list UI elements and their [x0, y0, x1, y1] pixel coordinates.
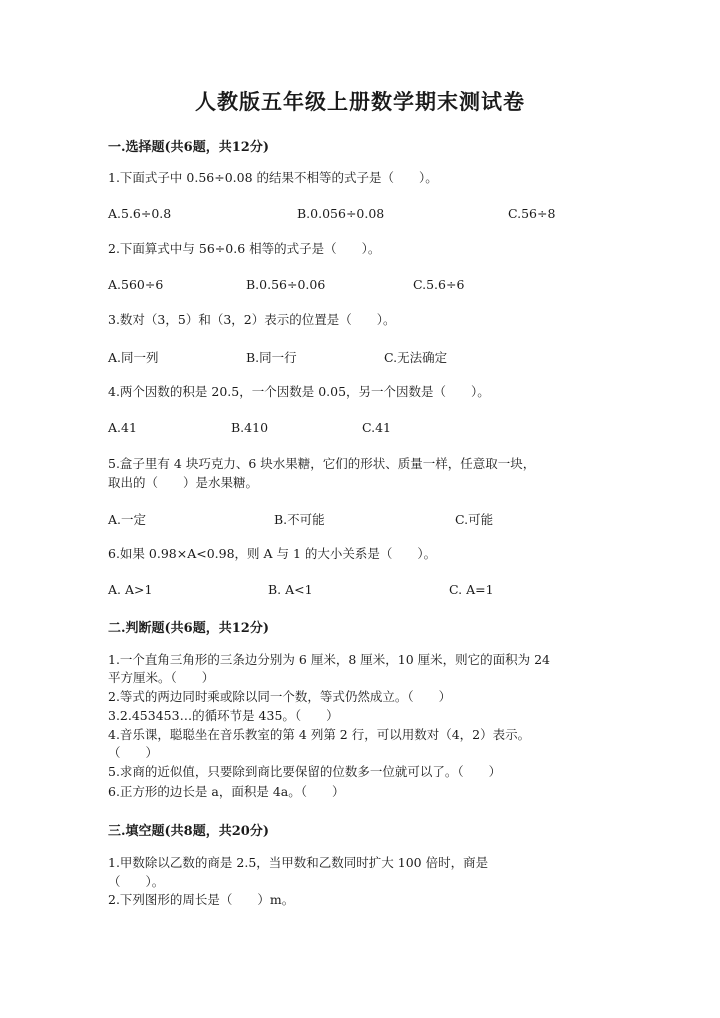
- choice-q1-option-b: B.0.056÷0.08: [297, 206, 385, 221]
- judge-q6: 6.正方形的边长是 a，面积是 4a。（ ）: [108, 784, 345, 799]
- choice-q2-option-c: C.5.6÷6: [413, 277, 465, 292]
- choice-q4-option-a: A.41: [108, 420, 137, 435]
- judge-q4-line2: （ ）: [108, 745, 159, 760]
- choice-q6-option-c: C. A=1: [449, 582, 494, 597]
- section-heading-choice: 一.选择题(共6题，共12分): [108, 140, 269, 155]
- judge-q1-line1: 1.一个直角三角形的三条边分别为 6 厘米，8 厘米，10 厘米，则它的面积为 24: [108, 652, 551, 667]
- choice-q1-option-c: C.56÷8: [508, 206, 556, 221]
- choice-q4-option-b: B.410: [231, 420, 269, 435]
- choice-q6-stem: 6.如果 0.98×A<0.98，则 A 与 1 的大小关系是（ ）。: [108, 546, 437, 561]
- section-heading-judgement: 二.判断题(共6题，共12分): [108, 621, 269, 636]
- page-title: 人教版五年级上册数学期末测试卷: [195, 89, 525, 114]
- judge-q3: 3.2.453453…的循环节是 435。（ ）: [108, 708, 339, 723]
- fill-q1-line2: （ ）。: [108, 874, 165, 889]
- judge-q2: 2.等式的两边同时乘或除以同一个数，等式仍然成立。（ ）: [108, 689, 452, 704]
- choice-q3-option-c: C.无法确定: [384, 350, 448, 365]
- choice-q5-option-c: C.可能: [455, 512, 494, 527]
- section-heading-fill-in: 三.填空题(共8题，共20分): [108, 824, 269, 839]
- choice-q5-option-a: A.一定: [108, 512, 147, 527]
- judge-q1-line2: 平方厘米。（ ）: [108, 670, 215, 685]
- choice-q2-option-a: A.560÷6: [108, 277, 164, 292]
- choice-q4-option-c: C.41: [362, 420, 391, 435]
- judge-q5: 5.求商的近似值，只要除到商比要保留的位数多一位就可以了。（ ）: [108, 764, 502, 779]
- fill-q1-line1: 1.甲数除以乙数的商是 2.5，当甲数和乙数同时扩大 100 倍时，商是: [108, 855, 489, 870]
- choice-q2-stem: 2.下面算式中与 56÷0.6 相等的式子是（ ）。: [108, 241, 381, 256]
- choice-q1-option-a: A.5.6÷0.8: [108, 206, 172, 221]
- choice-q1-stem: 1.下面式子中 0.56÷0.08 的结果不相等的式子是（ ）。: [108, 170, 438, 185]
- choice-q6-option-a: A. A>1: [108, 582, 153, 597]
- choice-q5-stem-line2: 取出的（ ）是水果糖。: [108, 475, 259, 490]
- choice-q6-option-b: B. A<1: [268, 582, 313, 597]
- choice-q3-option-a: A.同一列: [108, 350, 159, 365]
- choice-q3-stem: 3.数对（3，5）和（3，2）表示的位置是（ ）。: [108, 312, 396, 327]
- judge-q4-line1: 4.音乐课，聪聪坐在音乐教室的第 4 列第 2 行，可以用数对（4，2）表示。: [108, 727, 531, 742]
- choice-q2-option-b: B.0.56÷0.06: [246, 277, 326, 292]
- choice-q5-option-b: B.不可能: [274, 512, 325, 527]
- choice-q5-stem-line1: 5.盒子里有 4 块巧克力、6 块水果糖，它们的形状、质量一样，任意取一块，: [108, 456, 536, 471]
- fill-q2: 2.下列图形的周长是（ ）m。: [108, 892, 295, 907]
- choice-q4-stem: 4.两个因数的积是 20.5，一个因数是 0.05，另一个因数是（ ）。: [108, 384, 490, 399]
- choice-q3-option-b: B.同一行: [246, 350, 297, 365]
